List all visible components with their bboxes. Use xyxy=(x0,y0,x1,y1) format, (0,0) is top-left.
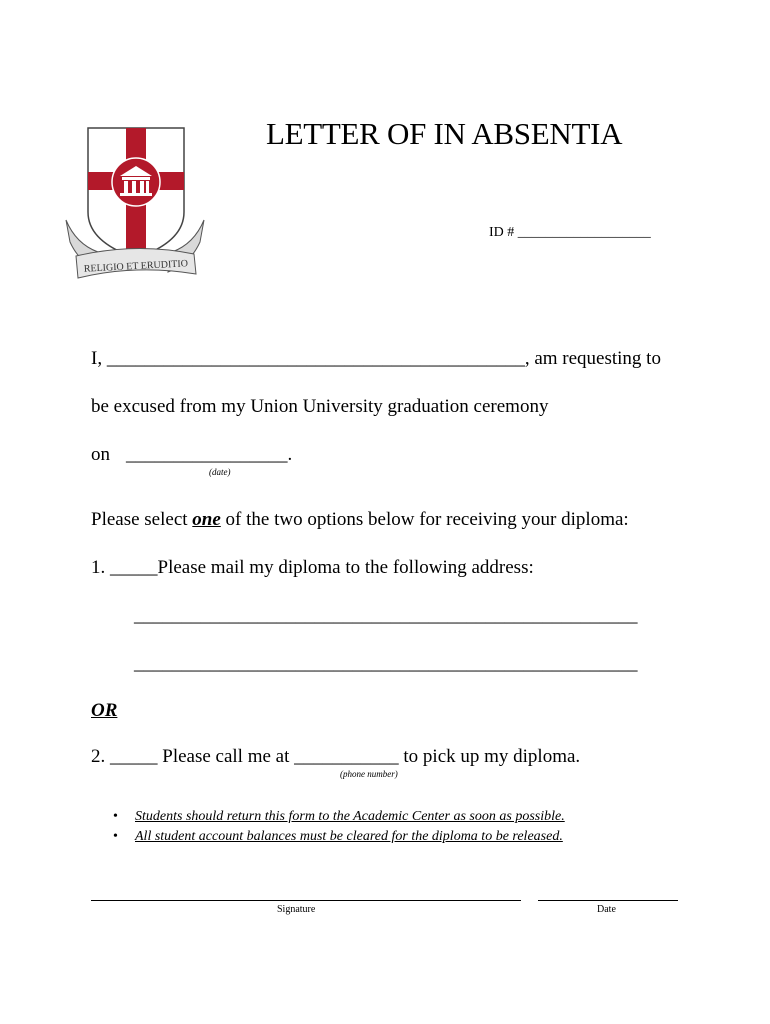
excused-statement: be excused from my Union University graduation ceremony xyxy=(91,396,549,417)
id-number-field[interactable]: ID # ___________________ xyxy=(489,225,651,240)
university-crest-logo xyxy=(62,124,208,284)
signature-label: Signature xyxy=(277,904,316,915)
option-2-call[interactable]: 2. _____ Please call me at ___________ to pick up my diploma. xyxy=(91,746,581,767)
name-request-line[interactable]: I, ____________________________________________, am requesting to xyxy=(91,348,661,369)
address-line-1[interactable]: _____________________________________________________ xyxy=(134,605,638,626)
on-label: on xyxy=(91,444,110,465)
phone-hint: (phone number) xyxy=(340,769,398,779)
date-field[interactable]: _________________. xyxy=(126,444,293,465)
bullet-dot: • xyxy=(113,809,118,824)
date-label: Date xyxy=(597,904,616,915)
select-suffix: of the two options below for receiving your diploma: xyxy=(220,509,629,530)
bullet-dot: • xyxy=(113,829,118,844)
signature-line[interactable] xyxy=(91,900,521,901)
page-title: LETTER OF IN ABSENTIA xyxy=(266,116,623,151)
bullet-item-balances: All student account balances must be cleared for the diploma to be released. xyxy=(135,829,563,844)
or-label: OR xyxy=(91,700,118,721)
date-signature-line[interactable] xyxy=(538,900,678,901)
date-hint: (date) xyxy=(209,467,231,477)
address-line-2[interactable]: _____________________________________________________ xyxy=(134,653,638,674)
svg-text:RELIGIO ET ERUDITIO: RELIGIO ET ERUDITIO xyxy=(83,258,189,275)
option-1-mail[interactable]: 1. _____Please mail my diploma to the following address: xyxy=(91,557,534,578)
bullet-item-return-form: Students should return this form to the Academic Center as soon as possible. xyxy=(135,809,565,824)
select-instruction xyxy=(91,509,629,531)
select-prefix: Please select xyxy=(91,509,193,530)
select-emphasis: one xyxy=(192,509,221,530)
